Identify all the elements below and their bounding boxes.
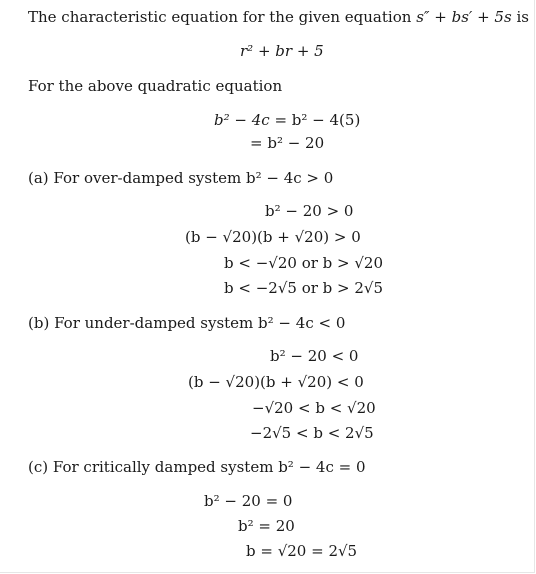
ode-expression: s″ + bs′ + 5s bbox=[416, 8, 512, 26]
quadratic-intro: For the above quadratic equation bbox=[28, 77, 283, 95]
intro-tail: is bbox=[516, 8, 529, 26]
discriminant-rhs-2: = b² − 20 bbox=[250, 134, 325, 152]
part-a-step-4: b < −2√5 or b > 2√5 bbox=[224, 279, 384, 297]
part-a-step-3: b < −√20 or b > √20 bbox=[224, 254, 384, 272]
part-b-step-4: −2√5 < b < 2√5 bbox=[250, 424, 374, 442]
discriminant-line-1 bbox=[214, 111, 360, 129]
part-b-heading: (b) For under-damped system b² − 4c < 0 bbox=[28, 314, 346, 332]
part-c-step-2: b² = 20 bbox=[238, 517, 295, 535]
part-c-heading: (c) For critically damped system b² − 4c = 0 bbox=[28, 458, 366, 476]
part-b-step-2: (b − √20)(b + √20) < 0 bbox=[188, 373, 364, 391]
intro-line bbox=[28, 8, 529, 26]
part-b-step-1: b² − 20 < 0 bbox=[270, 347, 359, 365]
part-a-step-1: b² − 20 > 0 bbox=[265, 202, 354, 220]
part-a-step-2: (b − √20)(b + √20) > 0 bbox=[185, 228, 361, 246]
part-a-heading: (a) For over-damped system b² − 4c > 0 bbox=[28, 169, 334, 187]
discriminant-rhs-1: = b² − 4(5) bbox=[274, 111, 361, 129]
discriminant-lhs: b² − 4c bbox=[214, 111, 270, 129]
part-b-step-3: −√20 < b < √20 bbox=[252, 399, 376, 417]
part-c-step-3: b = √20 = 2√5 bbox=[246, 542, 358, 560]
part-c-step-1: b² − 20 = 0 bbox=[204, 492, 293, 510]
characteristic-equation: r² + br + 5 bbox=[240, 42, 324, 60]
intro-text: The characteristic equation for the given equation bbox=[28, 8, 412, 26]
